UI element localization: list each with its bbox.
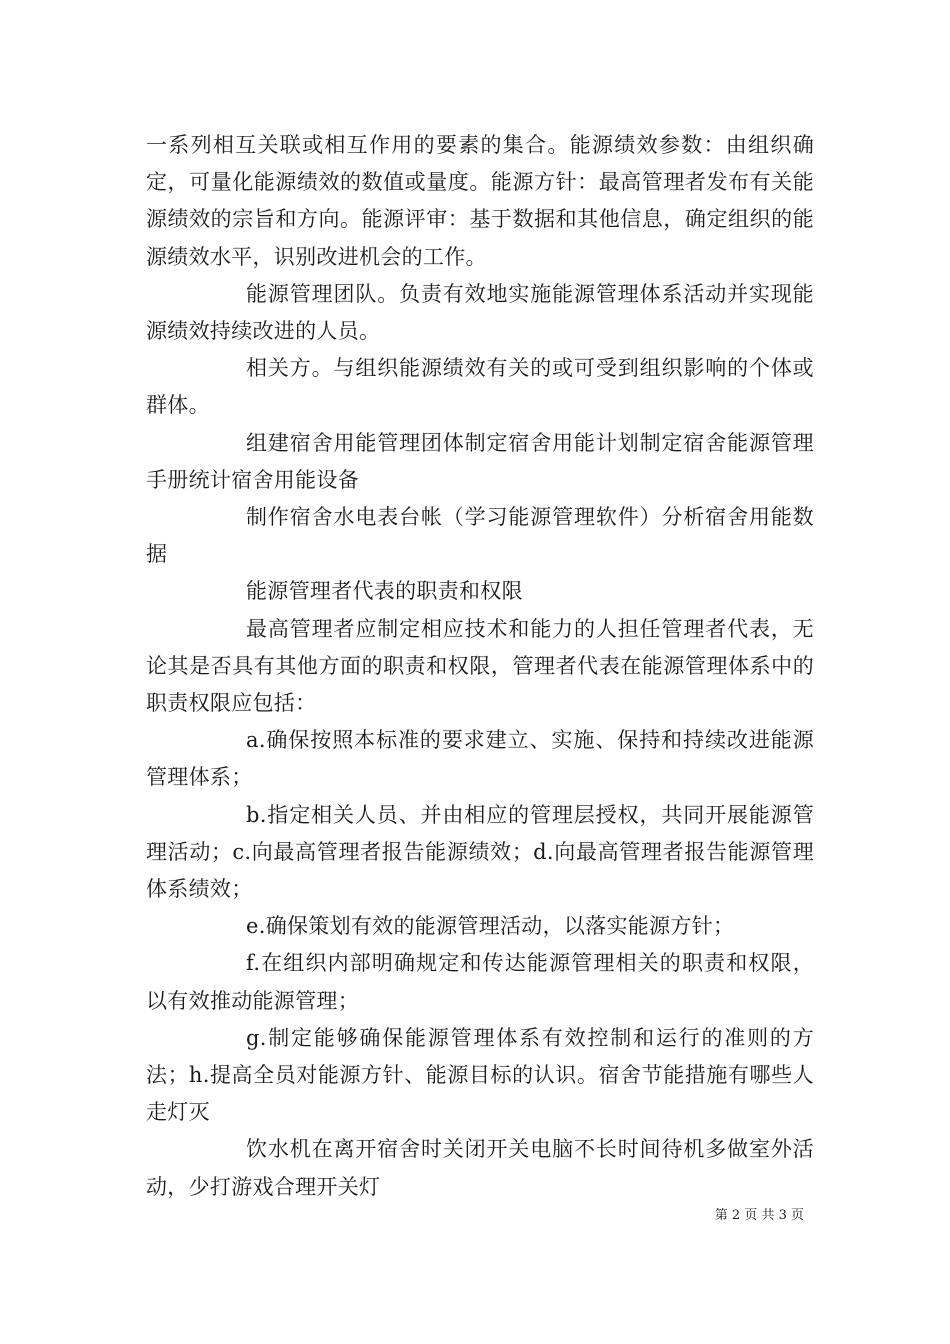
page-number: 第 2 页 共 3 页	[714, 1208, 804, 1223]
paragraph: 能源管理者代表的职责和权限	[246, 579, 523, 604]
paragraph: 能源管理团队。负责有效地实施能源管理体系活动并实现能源绩效持续改进的人员。	[146, 281, 814, 344]
paragraph: 制作宿舍水电表台帐（学习能源管理软件）分析宿舍用能数据	[146, 505, 814, 567]
paragraph: g.制定能够确保能源管理体系有效控制和运行的准则的方法；h.提高全员对能源方针、能源目标的认识。宿舍节能措施有哪些人走灯灭	[146, 1025, 814, 1125]
document-body	[146, 127, 814, 1206]
paragraph: 一系列相互关联或相互作用的要素的集合。能源绩效参数：由组织确定，可量化能源绩效的数值或量度。能源方针：最高管理者发布有关能源绩效的宗旨和方向。能源评审：基于数据和其他信息，确定组织的能源绩效水平，识别改进机会的工作。	[146, 133, 814, 269]
paragraph: 最高管理者应制定相应技术和能力的人担任管理者代表，无论其是否具有其他方面的职责和权限，管理者代表在能源管理体系中的职责权限应包括：	[146, 616, 814, 716]
paragraph: e.确保策划有效的能源管理活动，以落实能源方针；	[246, 914, 735, 939]
paragraph: 组建宿舍用能管理团体制定宿舍用能计划制定宿舍能源管理手册统计宿舍用能设备	[146, 430, 814, 492]
paragraph: 相关方。与组织能源绩效有关的或可受到组织影响的个体或群体。	[146, 356, 814, 418]
paragraph: a.确保按照本标准的要求建立、实施、保持和持续改进能源管理体系；	[146, 728, 814, 790]
paragraph: f.在组织内部明确规定和传达能源管理相关的职责和权限，以有效推动能源管理；	[146, 951, 814, 1013]
paragraph: 饮水机在离开宿舍时关闭开关电脑不长时间待机多做室外活动，少打游戏合理开关灯	[146, 1137, 814, 1199]
paragraph: b.指定相关人员、并由相应的管理层授权，共同开展能源管理活动；c.向最高管理者报告能源绩效；d.向最高管理者报告能源管理体系绩效；	[146, 802, 814, 902]
